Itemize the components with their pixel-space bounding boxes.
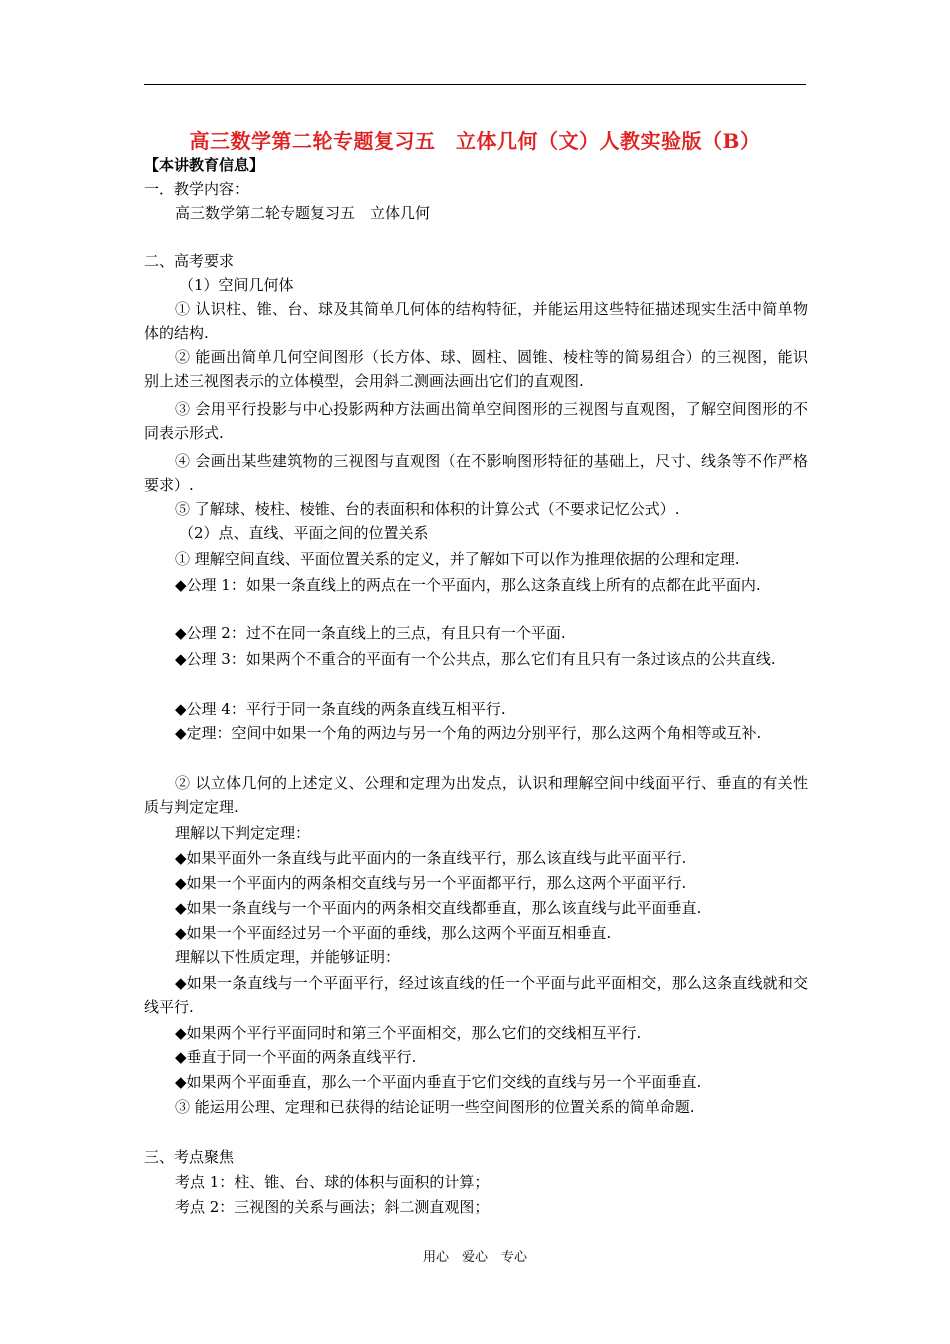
exam-point-1: 考点 1：柱、锥、台、球的体积与面积的计算； [175,1173,490,1191]
property-intro: 理解以下性质定理，并能够证明： [175,948,401,966]
section-1-text: 高三数学第二轮专题复习五 立体几何 [175,204,431,222]
judgement-4: ◆如果一个平面经过另一个平面的垂线，那么这两个平面互相垂直. [175,924,612,942]
section-1-heading: 一．教学内容： [144,180,250,198]
theorem: ◆定理：空间中如果一个角的两边与另一个角的两边分别平行，那么这两个角相等或互补. [175,724,762,742]
judgement-1: ◆如果平面外一条直线与此平面内的一条直线平行，那么该直线与此平面平行. [175,849,687,867]
section-label: 【本讲教育信息】 [144,156,265,174]
requirement-4: ④ 会画出某些建筑物的三视图与直观图（在不影响图形特征的基础上，尺寸、线条等不作严格要求）. [144,452,808,494]
judgement-3: ◆如果一条直线与一个平面内的两条相交直线都垂直，那么该直线与此平面垂直. [175,899,702,917]
requirement-1: ① 认识柱、锥、台、球及其简单几何体的结构特征，并能运用这些特征描述现实生活中简单物体的结构. [144,300,808,342]
judgement-2: ◆如果一个平面内的两条相交直线与另一个平面都平行，那么这两个平面平行. [175,874,687,892]
requirement-3: ③ 会用平行投影与中心投影两种方法画出简单空间图形的三视图与直观图，了解空间图形的不同表示形式. [144,400,808,442]
requirement-2: ② 能画出简单几何空间图形（长方体、球、圆柱、圆锥、棱柱等的简易组合）的三视图，能识别上述三视图表示的立体模型，会用斜二测画法画出它们的直观图. [144,348,808,390]
axiom-1: ◆公理 1：如果一条直线上的两点在一个平面内，那么这条直线上所有的点都在此平面内. [175,576,761,594]
requirement-q3: ③ 能运用公理、定理和已获得的结论证明一些空间图形的位置关系的简单命题. [175,1098,695,1116]
property-2: ◆如果两个平行平面同时和第三个平面相交，那么它们的交线相互平行. [175,1024,642,1042]
section-2-heading: 二、高考要求 [144,252,235,270]
subsection-1-heading: （1）空间几何体 [179,276,294,294]
axiom-3: ◆公理 3：如果两个不重合的平面有一个公共点，那么它们有且只有一条过该点的公共直线. [175,650,776,668]
axiom-2: ◆公理 2：过不在同一条直线上的三点，有且只有一个平面. [175,624,566,642]
property-4: ◆如果两个平面垂直，那么一个平面内垂直于它们交线的直线与另一个平面垂直. [175,1073,702,1091]
property-3: ◆垂直于同一个平面的两条直线平行. [175,1048,417,1066]
section-3-heading: 三、考点聚焦 [144,1148,235,1166]
document-title: 高三数学第二轮专题复习五 立体几何（文）人教实验版（B） [189,129,761,153]
axiom-4: ◆公理 4：平行于同一条直线的两条直线互相平行. [175,700,506,718]
header-rule [144,84,806,85]
exam-point-2: 考点 2：三视图的关系与画法；斜二测直观图； [175,1198,490,1216]
property-1: ◆如果一条直线与一个平面平行，经过该直线的任一个平面与此平面相交，那么这条直线就和交线平行. [144,974,808,1016]
page-footer: 用心 爱心 专心 [422,1250,527,1265]
requirement-5: ⑤ 了解球、棱柱、棱锥、台的表面积和体积的计算公式（不要求记忆公式）. [175,500,680,518]
requirement-q2: ② 以立体几何的上述定义、公理和定理为出发点，认识和理解空间中线面平行、垂直的有关性质与判定定理. [144,774,808,816]
requirement-q1: ① 理解空间直线、平面位置关系的定义，并了解如下可以作为推理依据的公理和定理. [175,550,740,568]
judgement-intro: 理解以下判定定理： [175,824,311,842]
subsection-2-heading: （2）点、直线、平面之间的位置关系 [179,524,429,542]
